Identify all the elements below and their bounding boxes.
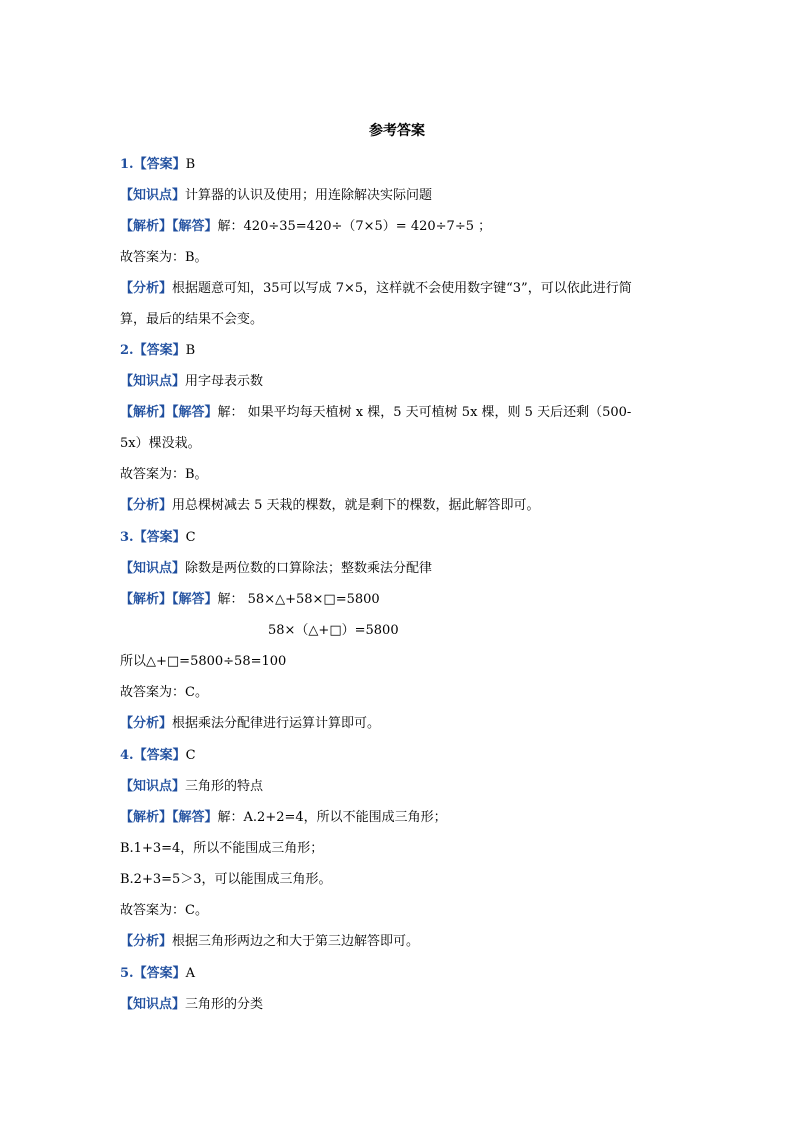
q1-kp: 计算器的认识及使用；用连除解决实际问题 (185, 188, 433, 203)
q4-answer-line (120, 747, 196, 765)
q1-kp-label: 【知识点】 (120, 188, 186, 203)
q2-kp: 用字母表示数 (185, 374, 264, 389)
q4-jx-label: 【解析】 (120, 810, 173, 825)
q3-answer-label: 3.【答案】 (120, 530, 186, 545)
q4-kp-label: 【知识点】 (120, 779, 186, 794)
q5-kp: 三角形的分类 (185, 997, 264, 1012)
q2-conclusion: 故答案为：B。 (120, 467, 208, 482)
q2-answer: B (185, 343, 196, 358)
q2-solution-line (120, 404, 631, 422)
q5-knowledge-line (120, 996, 263, 1014)
q2-answer-line (120, 342, 195, 360)
q1-answer-label: 1.【答案】 (120, 157, 186, 172)
q1-fx-label: 【分析】 (120, 281, 173, 296)
q1-solution-line (120, 218, 491, 236)
q1-answer: B (185, 157, 196, 172)
q1-answer-line (120, 156, 195, 174)
q4-fx: 根据三角形两边之和大于第三边解答即可。 (172, 934, 420, 949)
q3-conclusion: 故答案为：C。 (120, 685, 208, 700)
q1-jx-label: 【解析】 (120, 219, 173, 234)
q3-answer-line (120, 529, 196, 547)
q4-jd1: 解：A.2+2=4，所以不能围成三角形； (217, 810, 447, 825)
q1-jd-label: 【解答】 (172, 219, 218, 234)
q3-kp: 除数是两位数的口算除法；整数乘法分配律 (185, 561, 433, 576)
q3-analysis-line (120, 715, 380, 733)
q4-analysis-line (120, 933, 419, 951)
q4-conclusion: 故答案为：C。 (120, 903, 208, 918)
q2-jd-label: 【解答】 (172, 405, 218, 420)
q2-answer-label: 2.【答案】 (120, 343, 186, 358)
q1-jd: 解：420÷35=420÷（7×5）= 420÷7÷5 ； (217, 219, 492, 234)
q2-kp-label: 【知识点】 (120, 374, 186, 389)
q5-kp-label: 【知识点】 (120, 997, 186, 1012)
q4-solution-line3: B.2+3=5＞3，可以能围成三角形。 (120, 872, 332, 887)
q1-knowledge-line (120, 187, 432, 205)
q2-jd1: 解： 如果平均每天植树 x 棵，5 天可植树 5x 棵，则 5 天后还剩（500- (217, 405, 632, 420)
q2-jx-label: 【解析】 (120, 405, 173, 420)
q3-kp-label: 【知识点】 (120, 561, 186, 576)
q1-fx1: 根据题意可知，35可以写成 7×5，这样就不会使用数字键“3”，可以依此进行简 (172, 281, 632, 296)
q5-answer-label: 5.【答案】 (120, 966, 186, 981)
q1-analysis-line (120, 280, 632, 298)
q2-knowledge-line (120, 373, 263, 391)
q3-solution-line (120, 591, 380, 609)
q4-solution-line2: B.1+3=4，所以不能围成三角形； (120, 841, 324, 856)
q3-answer: C (185, 530, 196, 545)
q2-fx-label: 【分析】 (120, 498, 173, 513)
q5-answer-line (120, 965, 195, 983)
q3-knowledge-line (120, 560, 432, 578)
q4-jd-label: 【解答】 (172, 810, 218, 825)
q2-solution-line2: 5x）棵没栽。 (120, 436, 201, 451)
q4-answer-label: 4.【答案】 (120, 748, 186, 763)
q4-solution-line (120, 809, 447, 827)
q3-solution-line2: 58×（△+□）=5800 (268, 623, 399, 638)
q3-jd1: 解： 58×△+58×□=5800 (217, 592, 380, 607)
q3-fx: 根据乘法分配律进行运算计算即可。 (172, 716, 381, 731)
q3-solution-line3: 所以△+□=5800÷58=100 (120, 654, 287, 669)
q1-analysis-line2: 算，最后的结果不会变。 (120, 312, 264, 327)
q2-fx: 用总棵树减去 5 天栽的棵数，就是剩下的棵数，据此解答即可。 (172, 498, 540, 513)
page-title: 参考答案 (369, 123, 425, 139)
q3-fx-label: 【分析】 (120, 716, 173, 731)
q4-kp: 三角形的特点 (185, 779, 264, 794)
q3-jd-label: 【解答】 (172, 592, 218, 607)
q1-conclusion: 故答案为：B。 (120, 250, 208, 265)
q4-answer: C (185, 748, 196, 763)
q2-analysis-line (120, 497, 540, 515)
q5-answer: A (185, 966, 195, 981)
q3-jx-label: 【解析】 (120, 592, 173, 607)
q4-knowledge-line (120, 778, 263, 796)
q4-fx-label: 【分析】 (120, 934, 173, 949)
